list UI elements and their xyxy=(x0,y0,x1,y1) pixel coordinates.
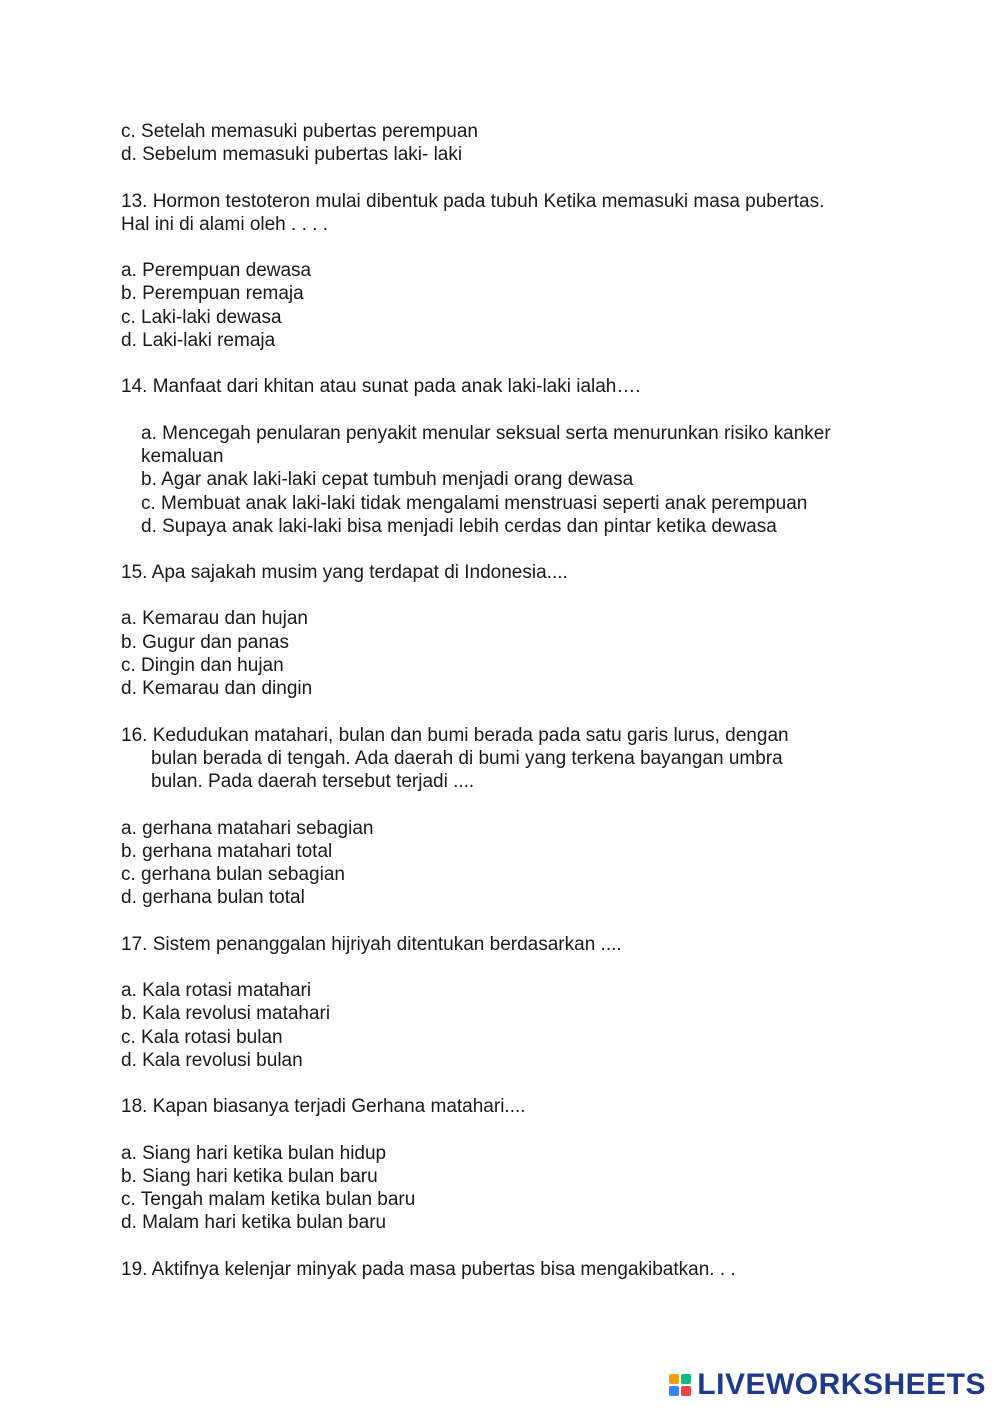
question-12-options xyxy=(121,120,901,167)
question-17-options xyxy=(121,979,901,1072)
option-14a[interactable] xyxy=(121,422,901,469)
option-14c[interactable]: c. Membuat anak laki-laki tidak mengalami menstruasi seperti anak perempuan xyxy=(141,492,808,514)
question-14 xyxy=(121,375,901,398)
option-15b[interactable]: b. Gugur dan panas xyxy=(121,631,289,653)
option-18b[interactable]: b. Siang hari ketika bulan baru xyxy=(121,1165,378,1187)
option-12c[interactable]: c. Setelah memasuki pubertas perempuan xyxy=(121,121,478,142)
option-13a[interactable]: a. Perempuan dewasa xyxy=(121,260,312,282)
question-16-options xyxy=(121,817,901,910)
worksheet-page xyxy=(121,120,901,1281)
option-17c[interactable]: c. Kala rotasi bulan xyxy=(121,1026,283,1048)
option-15a[interactable]: a. Kemarau dan hujan xyxy=(121,608,308,630)
option-15c[interactable]: c. Dingin dan hujan xyxy=(121,655,284,677)
logo-mark-icon xyxy=(669,1374,691,1396)
question-16-text-line1: 16. Kedudukan matahari, bulan dan bumi berada pada satu garis lurus, dengan xyxy=(121,724,789,746)
question-15 xyxy=(121,561,901,584)
option-13c[interactable]: c. Laki-laki dewasa xyxy=(121,306,282,328)
option-13d[interactable]: d. Laki-laki remaja xyxy=(121,330,276,352)
logo-mark-square-3 xyxy=(669,1386,679,1396)
question-19-text: 19. Aktifnya kelenjar minyak pada masa pubertas bisa mengakibatkan. . . xyxy=(121,1258,736,1280)
logo-mark-square-2 xyxy=(681,1374,691,1384)
question-16 xyxy=(121,724,901,794)
option-16c[interactable]: c. gerhana bulan sebagian xyxy=(121,864,345,886)
option-15d[interactable]: d. Kemarau dan dingin xyxy=(121,678,313,700)
question-18 xyxy=(121,1095,901,1118)
question-18-options xyxy=(121,1142,901,1235)
option-16b[interactable]: b. gerhana matahari total xyxy=(121,840,333,862)
question-15-text: 15. Apa sajakah musim yang terdapat di Indonesia.... xyxy=(121,562,568,584)
option-17b[interactable]: b. Kala revolusi matahari xyxy=(121,1003,331,1025)
question-15-options xyxy=(121,607,901,700)
question-13-text-line2: Hal ini di alami oleh . . . . xyxy=(121,213,328,235)
logo-mark-square-4 xyxy=(681,1386,691,1396)
question-13 xyxy=(121,190,901,237)
option-16a[interactable]: a. gerhana matahari sebagian xyxy=(121,817,374,839)
option-14d[interactable]: d. Supaya anak laki-laki bisa menjadi lebih cerdas dan pintar ketika dewasa xyxy=(141,515,777,537)
logo-text: LIVEWORKSHEETS xyxy=(697,1368,986,1401)
question-13-options xyxy=(121,259,901,352)
option-13b[interactable]: b. Perempuan remaja xyxy=(121,283,304,305)
option-12d[interactable]: d. Sebelum memasuki pubertas laki- laki xyxy=(121,144,463,166)
question-19 xyxy=(121,1258,901,1281)
option-18c[interactable]: c. Tengah malam ketika bulan baru xyxy=(121,1189,416,1211)
question-17-text: 17. Sistem penanggalan hijriyah ditentukan berdasarkan .... xyxy=(121,933,622,955)
question-14-text: 14. Manfaat dari khitan atau sunat pada anak laki-laki ialah…. xyxy=(121,376,641,398)
option-14a-line2: kemaluan xyxy=(141,445,224,467)
option-17d[interactable]: d. Kala revolusi bulan xyxy=(121,1049,303,1071)
liveworksheets-logo xyxy=(669,1370,986,1400)
option-14b[interactable]: b. Agar anak laki-laki cepat tumbuh menjadi orang dewasa xyxy=(141,469,634,491)
option-18a[interactable]: a. Siang hari ketika bulan hidup xyxy=(121,1142,387,1164)
question-18-text: 18. Kapan biasanya terjadi Gerhana matahari.... xyxy=(121,1096,526,1118)
question-16-text-line3: bulan. Pada daerah tersebut terjadi .... xyxy=(151,771,475,793)
option-16d[interactable]: d. gerhana bulan total xyxy=(121,887,305,909)
option-14a-line1: a. Mencegah penularan penyakit menular seksual serta menurunkan risiko kanker xyxy=(141,422,831,444)
option-17a[interactable]: a. Kala rotasi matahari xyxy=(121,980,312,1002)
question-16-text-line2: bulan berada di tengah. Ada daerah di bumi yang terkena bayangan umbra xyxy=(151,747,783,769)
question-13-text-line1: 13. Hormon testoteron mulai dibentuk pada tubuh Ketika memasuki masa pubertas. xyxy=(121,190,825,212)
logo-mark-square-1 xyxy=(669,1374,679,1384)
option-18d[interactable]: d. Malam hari ketika bulan baru xyxy=(121,1212,387,1234)
question-14-options xyxy=(121,422,901,538)
question-17 xyxy=(121,933,901,956)
